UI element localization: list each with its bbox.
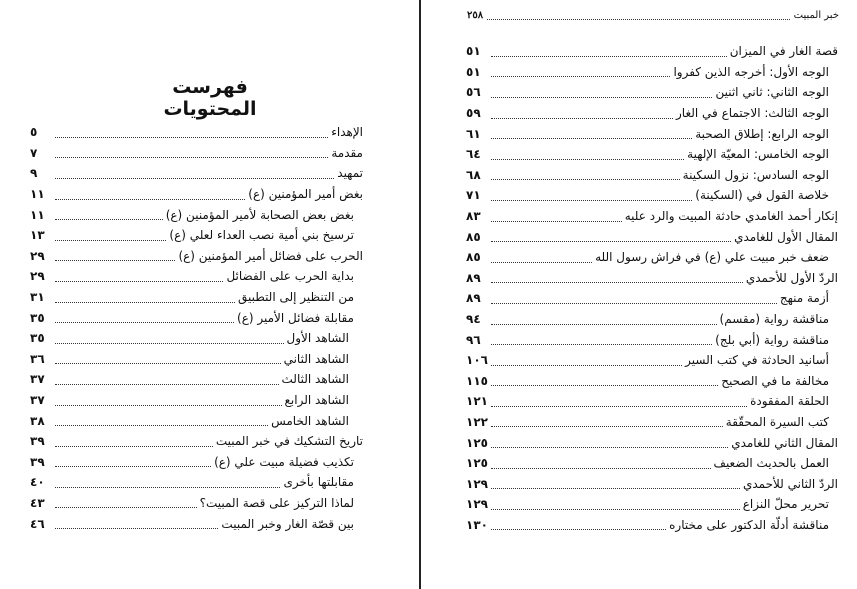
toc-entry-label: بين قصّة الغار وخبر المبيت bbox=[221, 516, 354, 531]
toc-entry-label: الوجه الرابع: إطلاق الصحبة bbox=[695, 126, 829, 141]
dotted-leader bbox=[491, 478, 740, 489]
dotted-leader bbox=[55, 147, 328, 158]
toc-entry bbox=[466, 206, 838, 227]
dotted-leader bbox=[491, 416, 723, 427]
toc-entry-page: ٣٥ bbox=[30, 331, 45, 346]
toc-entry bbox=[30, 328, 363, 349]
toc-entry-page: ٩ bbox=[30, 166, 38, 181]
toc-entry bbox=[466, 350, 838, 371]
toc-entry bbox=[30, 410, 363, 431]
toc-entry bbox=[466, 103, 838, 124]
toc-entry bbox=[30, 204, 363, 225]
toc-entry-label: الشاهد الأول bbox=[286, 331, 349, 346]
toc-entry bbox=[30, 390, 363, 411]
toc-entry-label: العمل بالحديث الضعيف bbox=[713, 456, 829, 471]
toc-entry-label: الوجه الأول: أخرجه الذين كفروا bbox=[673, 64, 829, 79]
toc-entry-label: الشاهد الرابع bbox=[284, 393, 349, 408]
toc-list bbox=[30, 122, 363, 534]
dotted-leader bbox=[491, 231, 731, 242]
dotted-leader bbox=[491, 355, 682, 366]
dotted-leader bbox=[55, 456, 211, 467]
dotted-leader bbox=[55, 189, 245, 200]
toc-entry-label: تحرير محلّ النزاع bbox=[742, 497, 829, 512]
toc-entry bbox=[30, 493, 363, 514]
toc-entry-label: من التنظير إلى التطبيق bbox=[237, 290, 354, 305]
dotted-leader bbox=[487, 11, 790, 20]
toc-entry bbox=[466, 473, 838, 494]
dotted-leader bbox=[55, 292, 235, 303]
toc-entry-page: ١٢٥ bbox=[466, 435, 488, 450]
toc-entry-page: ١٠٦ bbox=[466, 353, 488, 368]
toc-entry-page: ١١ bbox=[30, 207, 45, 222]
toc-entry bbox=[30, 225, 363, 246]
toc-entry-label: مقابلة فضائل الأمير (ع) bbox=[237, 310, 354, 325]
dotted-leader bbox=[55, 312, 234, 323]
dotted-leader bbox=[491, 293, 777, 304]
toc-entry-label: بغض بعض الصحابة لأمير المؤمنين (ع) bbox=[165, 207, 354, 222]
toc-entry-label: مناقشة رواية (أبي بلج) bbox=[715, 332, 829, 347]
dotted-leader bbox=[55, 271, 223, 282]
toc-entry bbox=[30, 163, 363, 184]
dotted-leader bbox=[491, 272, 743, 283]
dotted-leader bbox=[491, 437, 728, 448]
dotted-leader bbox=[55, 415, 268, 426]
toc-entry-page: ٨٩ bbox=[466, 270, 481, 285]
toc-entry bbox=[30, 307, 363, 328]
toc-entry bbox=[466, 494, 838, 515]
dotted-leader bbox=[491, 190, 692, 201]
toc-entry-label: الشاهد الثالث bbox=[281, 372, 349, 387]
toc-entry-label: الحلقة المفقودة bbox=[750, 394, 829, 409]
dotted-leader bbox=[55, 436, 213, 447]
toc-entry bbox=[466, 41, 838, 62]
toc-entry-page: ٦١ bbox=[466, 126, 481, 141]
toc-entry-page: ٧ bbox=[30, 145, 38, 160]
dotted-leader bbox=[491, 314, 717, 325]
dotted-leader bbox=[491, 66, 670, 77]
dotted-leader bbox=[491, 396, 747, 407]
toc-entry-label: مقدمة bbox=[331, 145, 363, 160]
toc-entry-label: الشاهد الخامس bbox=[271, 413, 349, 428]
toc-entry-page: ٩٤ bbox=[466, 312, 481, 327]
toc-entry bbox=[30, 122, 363, 143]
dotted-leader bbox=[55, 353, 281, 364]
toc-entry-page: ٨٩ bbox=[466, 291, 481, 306]
toc-entry bbox=[466, 288, 838, 309]
toc-entry-label: ترسيخ بني أمية نصب العداء لعلي (ع) bbox=[169, 228, 354, 243]
dotted-leader bbox=[55, 250, 175, 261]
toc-entry bbox=[466, 391, 838, 412]
dotted-leader bbox=[491, 375, 718, 386]
dotted-leader bbox=[491, 334, 712, 345]
dotted-leader bbox=[491, 149, 684, 160]
toc-entry bbox=[30, 246, 363, 267]
toc-entry bbox=[466, 185, 838, 206]
dotted-leader bbox=[55, 230, 166, 241]
toc-entry-page: ١١ bbox=[30, 187, 45, 202]
toc-entry bbox=[30, 369, 363, 390]
toc-entry bbox=[30, 266, 363, 287]
toc-entry bbox=[466, 412, 838, 433]
toc-entry bbox=[466, 309, 838, 330]
toc-entry-page: ٢٩ bbox=[30, 248, 45, 263]
toc-entry-label: تكذيب فضيلة مبيت علي (ع) bbox=[214, 454, 354, 469]
toc-entry bbox=[30, 431, 363, 452]
dotted-leader bbox=[491, 108, 673, 119]
toc-entry-label: أسانيد الحادثة في كتب السير bbox=[685, 353, 829, 368]
page-number: ٢٥٨ bbox=[467, 10, 484, 21]
toc-entry-page: ١٢٩ bbox=[466, 497, 488, 512]
toc-entry-page: ٢٩ bbox=[30, 269, 45, 284]
toc-entry-label: الإهداء bbox=[331, 125, 363, 140]
dotted-leader bbox=[491, 46, 727, 57]
toc-entry-page: ٧١ bbox=[466, 188, 481, 203]
toc-entry-page: ٣٥ bbox=[30, 310, 45, 325]
toc-entry bbox=[466, 226, 838, 247]
toc-entry-page: ٥٩ bbox=[466, 106, 481, 121]
toc-entry bbox=[466, 82, 838, 103]
toc-entry-label: كتب السيرة المحقّقة bbox=[725, 414, 829, 429]
toc-entry bbox=[466, 144, 838, 165]
toc-entry bbox=[466, 165, 838, 186]
toc-entry bbox=[30, 452, 363, 473]
toc-entry-label: قصة الغار في الميزان bbox=[729, 44, 838, 59]
dotted-leader bbox=[55, 477, 280, 488]
toc-entry-label: الردّ الأول للأحمدي bbox=[745, 270, 838, 285]
dotted-leader bbox=[55, 127, 328, 138]
toc-entry-label: مناقشة رواية (مقسم) bbox=[719, 312, 829, 327]
dotted-leader bbox=[491, 252, 592, 263]
toc-entry-page: ٣٨ bbox=[30, 413, 45, 428]
toc-entry bbox=[466, 123, 838, 144]
toc-list bbox=[466, 41, 838, 535]
toc-entry bbox=[30, 287, 363, 308]
toc-entry-label: الوجه الخامس: المعيّة الإلهية bbox=[687, 147, 829, 162]
toc-entry bbox=[466, 62, 838, 83]
page-divider bbox=[419, 0, 421, 589]
toc-entry bbox=[30, 143, 363, 164]
page-title: فهرست المحتويات bbox=[163, 76, 257, 120]
toc-entry-label: بغض أمير المؤمنين (ع) bbox=[248, 187, 363, 202]
toc-entry-page: ٦٨ bbox=[466, 167, 481, 182]
toc-entry-page: ٤٠ bbox=[30, 475, 45, 490]
toc-entry-page: ٤٣ bbox=[30, 495, 45, 510]
toc-entry-page: ١٢٩ bbox=[466, 476, 488, 491]
toc-entry bbox=[466, 268, 838, 289]
toc-entry-page: ١٣ bbox=[30, 228, 45, 243]
toc-entry-label: الشاهد الثاني bbox=[283, 351, 349, 366]
dotted-leader bbox=[55, 209, 163, 220]
toc-entry bbox=[466, 432, 838, 453]
toc-entry-page: ٣٧ bbox=[30, 372, 45, 387]
toc-entry-page: ٣٦ bbox=[30, 351, 45, 366]
dotted-leader bbox=[491, 211, 622, 222]
left-page bbox=[0, 0, 418, 589]
right-page bbox=[422, 0, 857, 589]
toc-entry-label: تاريخ التشكيك في خبر المبيت bbox=[215, 434, 363, 449]
toc-entry-page: ٩٦ bbox=[466, 332, 481, 347]
dotted-leader bbox=[55, 374, 279, 385]
toc-entry bbox=[466, 453, 838, 474]
dotted-leader bbox=[55, 333, 284, 344]
toc-entry-label: الوجه الثاني: ثاني اثنين bbox=[715, 85, 829, 100]
toc-entry-page: ٣١ bbox=[30, 290, 45, 305]
toc-entry-page: ٣٩ bbox=[30, 434, 45, 449]
toc-entry-label: إنكار أحمد الغامدي حادثة المبيت والرد عليه bbox=[624, 209, 838, 224]
toc-entry-page: ٤٦ bbox=[30, 516, 45, 531]
toc-entry-label: أزمة منهج bbox=[779, 291, 829, 306]
toc-entry bbox=[30, 472, 363, 493]
dotted-leader bbox=[491, 519, 666, 530]
dotted-leader bbox=[55, 497, 197, 508]
toc-entry-page: ١١٥ bbox=[466, 373, 488, 388]
toc-entry-label: المقال الأول للغامدي bbox=[734, 229, 838, 244]
toc-entry-label: مخالفة ما في الصحيح bbox=[721, 373, 829, 388]
dotted-leader bbox=[55, 168, 334, 179]
toc-entry-label: الوجه السادس: نزول السكينة bbox=[682, 167, 829, 182]
toc-entry-page: ٨٥ bbox=[466, 229, 481, 244]
toc-entry-label: تمهيد bbox=[337, 166, 363, 181]
toc-entry-label: لماذا التركيز على قصة المبيت؟ bbox=[199, 495, 354, 510]
toc-entry bbox=[30, 184, 363, 205]
toc-entry-page: ٣٧ bbox=[30, 393, 45, 408]
toc-entry-page: ١٢١ bbox=[466, 394, 488, 409]
toc-entry bbox=[466, 515, 838, 536]
toc-entry-page: ٦٤ bbox=[466, 147, 481, 162]
dotted-leader bbox=[491, 458, 711, 469]
toc-entry-page: ٨٥ bbox=[466, 250, 481, 265]
toc-entry-page: ٥٦ bbox=[466, 85, 481, 100]
toc-entry-page: ٨٣ bbox=[466, 209, 481, 224]
toc-entry-label: ضعف خبر مبيت علي (ع) في فراش رسول الله bbox=[595, 250, 829, 265]
toc-entry-page: ٥١ bbox=[466, 64, 481, 79]
dotted-leader bbox=[491, 128, 692, 139]
toc-entry bbox=[466, 371, 838, 392]
toc-entry bbox=[30, 349, 363, 370]
toc-entry-page: ٣٩ bbox=[30, 454, 45, 469]
dotted-leader bbox=[491, 499, 740, 510]
dotted-leader bbox=[55, 518, 218, 529]
toc-entry-label: الوجه الثالث: الاجتماع في الغار bbox=[676, 106, 829, 121]
toc-entry-label: الردّ الثاني للأحمدي bbox=[742, 476, 838, 491]
toc-entry bbox=[30, 513, 363, 534]
running-head bbox=[467, 10, 839, 21]
toc-entry-label: المقال الثاني للغامدي bbox=[731, 435, 838, 450]
toc-entry-label: الحرب على فضائل أمير المؤمنين (ع) bbox=[178, 248, 363, 263]
toc-entry-label: مقابلتها بأخرى bbox=[283, 475, 354, 490]
running-head-title: خبر المبيت bbox=[793, 10, 839, 21]
dotted-leader bbox=[491, 169, 680, 180]
dotted-leader bbox=[491, 87, 712, 98]
toc-entry bbox=[466, 247, 838, 268]
dotted-leader bbox=[55, 395, 282, 406]
toc-entry bbox=[466, 329, 838, 350]
toc-entry-label: بداية الحرب على الفضائل bbox=[226, 269, 354, 284]
toc-entry-label: خلاصة القول في (السكينة) bbox=[695, 188, 829, 203]
toc-entry-label: مناقشة أدلّة الدكتور على مختاره bbox=[669, 517, 829, 532]
toc-entry-page: ١٢٢ bbox=[466, 414, 488, 429]
toc-entry-page: ٥ bbox=[30, 125, 38, 140]
toc-entry-page: ١٣٠ bbox=[466, 517, 488, 532]
toc-entry-page: ٥١ bbox=[466, 44, 481, 59]
toc-entry-page: ١٢٥ bbox=[466, 456, 488, 471]
